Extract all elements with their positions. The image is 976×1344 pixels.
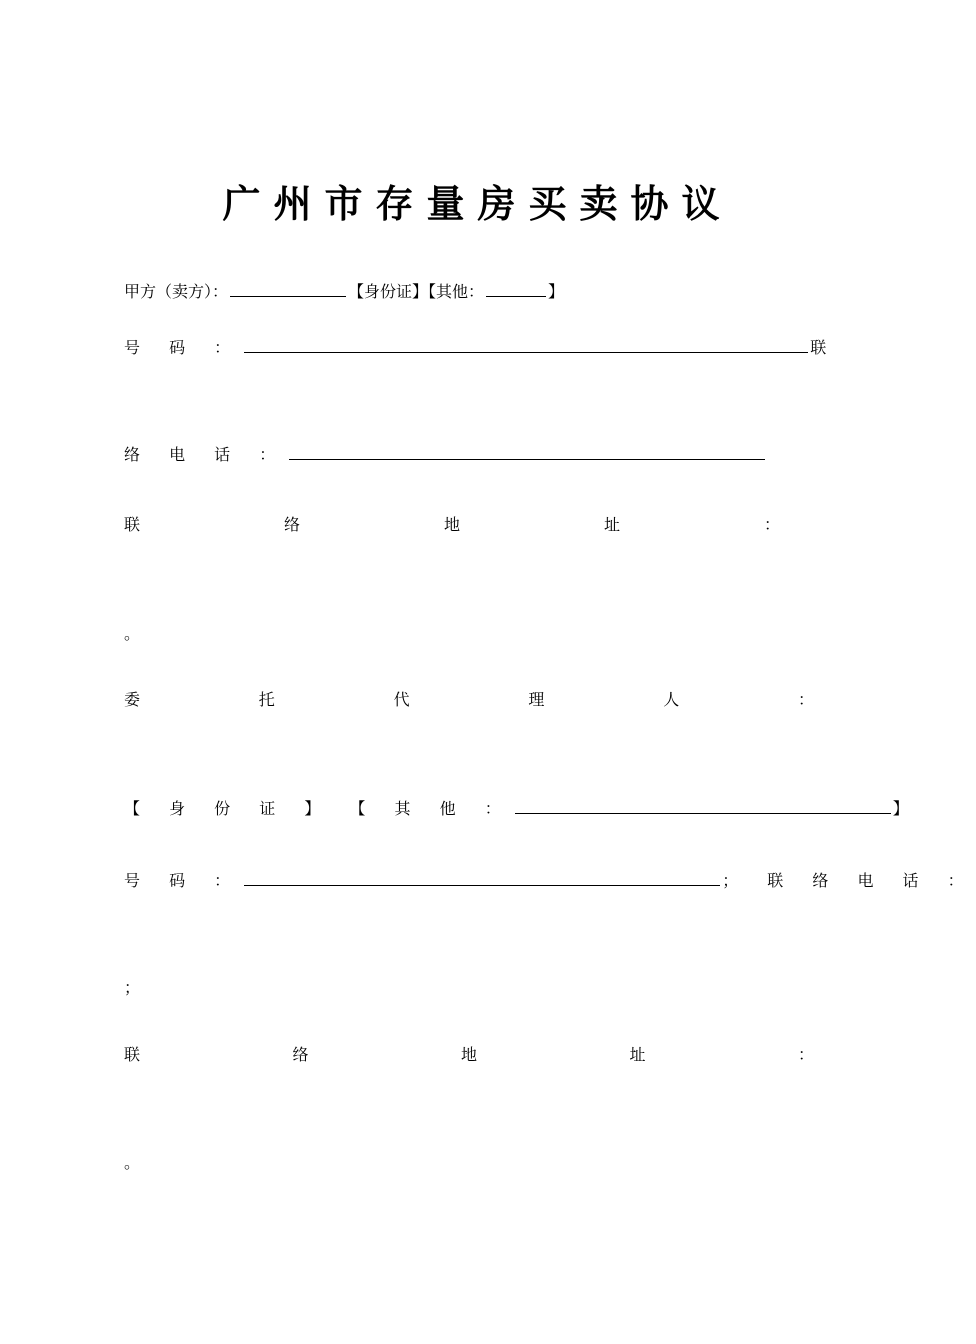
agent-address-char: ： <box>797 1045 814 1064</box>
document-title: 广州市存量房买卖协议 <box>222 182 733 226</box>
agent-label-char: 代 <box>393 690 410 709</box>
seller-phone-label: 络 电 话 ： <box>124 445 288 464</box>
seller-number-tail: 联 <box>810 338 827 357</box>
seller-address-char: 地 <box>443 515 460 534</box>
agent-label-char: 理 <box>528 690 545 709</box>
seller-address-line <box>124 513 780 537</box>
agent-number-label: 号 码 ： <box>124 871 243 890</box>
agent-address-char: 络 <box>292 1045 309 1064</box>
seller-number-blank[interactable] <box>244 334 808 353</box>
agent-label-char: 委 <box>124 690 141 709</box>
seller-other-id-blank[interactable] <box>486 278 546 297</box>
agent-address-line <box>124 1043 814 1067</box>
agent-number-line <box>124 867 976 893</box>
agent-label-line <box>124 688 814 712</box>
seller-address-char: 址 <box>603 515 620 534</box>
seller-name-blank[interactable] <box>230 278 346 297</box>
agent-address-end: 。 <box>124 1153 141 1172</box>
seller-address-char: 络 <box>283 515 300 534</box>
seller-phone-line <box>124 441 767 467</box>
agent-id-label: 【 身 份 证 】 【 其 他 ： <box>124 799 513 818</box>
agent-id-close: 】 <box>892 799 909 818</box>
agent-label-char: 托 <box>258 690 275 709</box>
agent-phone-label: ； 联 络 电 话 ： <box>722 871 976 890</box>
agent-phone-end: ； <box>124 978 141 997</box>
seller-phone-blank[interactable] <box>289 441 765 460</box>
agent-label-char: 人 <box>663 690 680 709</box>
agent-id-blank[interactable] <box>515 795 891 814</box>
agent-address-char: 址 <box>629 1045 646 1064</box>
seller-number-line <box>124 334 826 360</box>
agent-address-char: 地 <box>460 1045 477 1064</box>
seller-address-end: 。 <box>124 624 141 643</box>
seller-id-close: 】 <box>548 282 565 301</box>
agent-label-char: ： <box>797 690 814 709</box>
seller-label: 甲方（卖方）： <box>124 282 229 301</box>
seller-id-options: 【身份证】【其他： <box>348 282 485 301</box>
agent-address-char: 联 <box>124 1045 141 1064</box>
agent-id-line <box>124 795 909 821</box>
seller-address-char: ： <box>763 515 780 534</box>
agent-number-blank[interactable] <box>244 867 720 886</box>
seller-address-char: 联 <box>124 515 141 534</box>
seller-line <box>124 278 564 304</box>
seller-number-label: 号 码 ： <box>124 338 243 357</box>
